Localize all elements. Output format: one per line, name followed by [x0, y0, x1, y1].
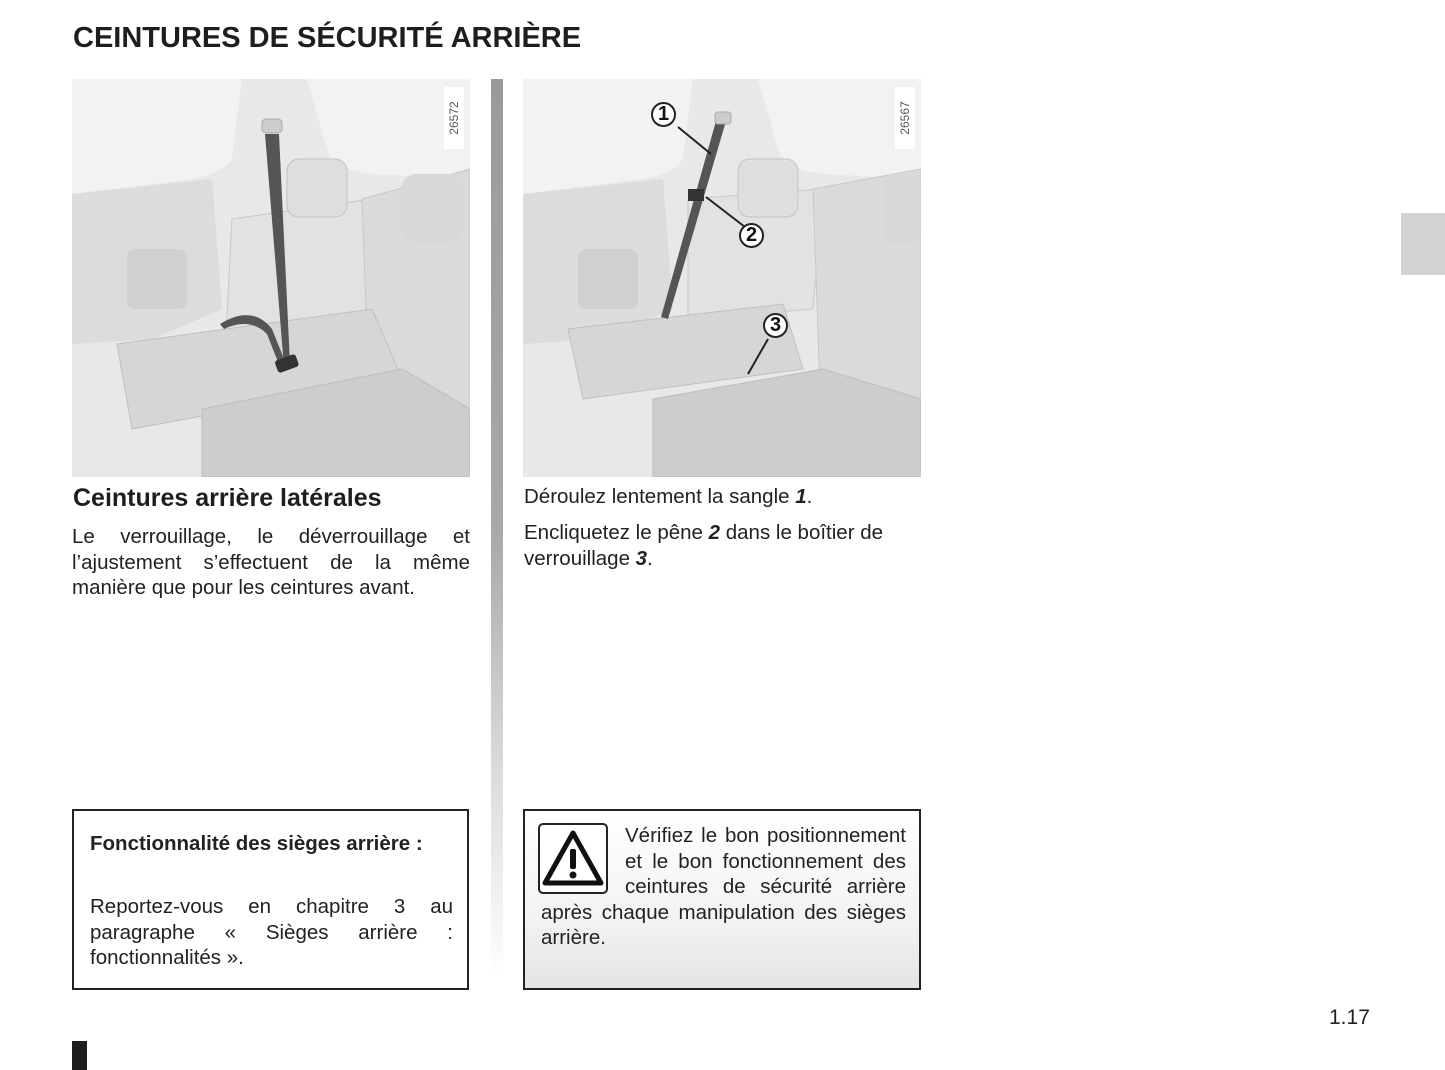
page-number: 1.17: [1329, 1006, 1370, 1029]
section-heading: Ceintures arrière latérales: [73, 484, 382, 512]
figure-rear-side-seatbelt: [72, 79, 470, 477]
corner-marker: [72, 1041, 87, 1070]
column-divider: [491, 79, 503, 979]
figure-seatbelt-components: [523, 79, 921, 477]
figure-ref-number: 26567: [895, 87, 915, 149]
step-unroll-strap: Déroulez lentement la sangle 1.: [524, 485, 813, 508]
info-box-title: Fonctionnalité des sièges arrière :: [90, 832, 423, 855]
warning-box: [523, 809, 921, 990]
chapter-side-tab: [1401, 213, 1445, 275]
figure-ref-number: 26572: [444, 87, 464, 149]
callout-3: 3: [763, 313, 788, 338]
info-box-body: Reportez-vous en chapitre 3 au paragraphe « Sièges arrière : fonctionnalités ».: [90, 895, 453, 969]
callout-1: 1: [651, 102, 676, 127]
page-title: CEINTURES DE SÉCURITÉ ARRIÈRE: [73, 22, 582, 54]
step-engage-tongue: Encliquetez le pêne 2 dans le boîtier de verrouillage 3.: [524, 521, 884, 570]
section-paragraph: Le verrouillage, le déverrouillage et l’ajustement s’effectuent de la même manière que pour les ceintures avant.: [72, 525, 470, 599]
info-box-seat-functions: [72, 809, 469, 990]
warning-text: Vérifiez le bon positionnement et le bon fonctionnement des ceintures de sécurité arrière après chaque manipulation des sièges arrière.: [541, 824, 906, 949]
seat-illustration-right: [523, 79, 921, 477]
callout-2: 2: [739, 223, 764, 248]
seat-illustration-left: [72, 79, 470, 477]
